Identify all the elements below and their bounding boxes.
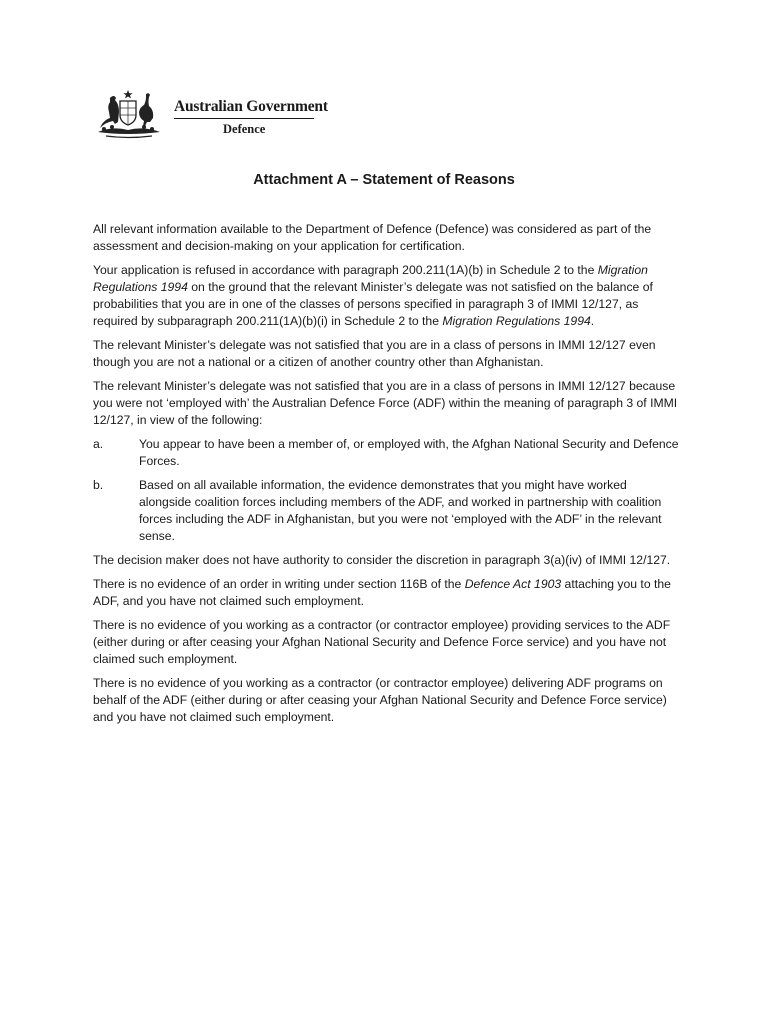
- government-wordmark: [174, 98, 328, 137]
- list-item-text: You appear to have been a member of, or employed with, the Afghan National Security and Defence Forces.: [139, 437, 679, 468]
- paragraph-nationality: The relevant Minister’s delegate was not satisfied that you are in a class of persons in IMMI 12/127 even though you are not a national or a citizen of another country other than Afghanistan.: [93, 338, 656, 369]
- page-title: Attachment A – Statement of Reasons: [253, 172, 515, 188]
- list-marker: b.: [93, 478, 104, 492]
- paragraph-order: [93, 576, 679, 610]
- letterhead-divider: [174, 118, 314, 119]
- refusal-text-3: .: [590, 314, 595, 328]
- refusal-text-2: on the ground that the relevant Minister’s delegate was not satisfied on the balance of probabilities that you are in one of the classes of persons specified in paragraph 3 of IMMI 12/127, as required by subparagraph 200.211(1A)(b)(i) in Schedule 2 to the: [93, 280, 653, 328]
- list-item: [93, 477, 679, 545]
- government-name: Australian Government: [174, 98, 328, 115]
- paragraph-employment: The relevant Minister’s delegate was not satisfied that you are in a class of persons in IMMI 12/127 because you were not ‘employed with’ the Australian Defence Force (ADF) within the meaning of paragraph 3 of IMMI 12/127, in view of the following:: [93, 379, 678, 427]
- paragraph-contractor-services: There is no evidence of you working as a contractor (or contractor employee) providing services to the ADF (either during or after ceasing your Afghan National Security and Defence Force service) and you have not claimed such employment.: [93, 618, 671, 666]
- letterhead: [92, 88, 332, 144]
- refusal-text-1: Your application is refused in accordance with paragraph 200.211(1A)(b) in Schedule 2 to the: [93, 263, 598, 277]
- defence-act-citation: Defence Act 1903: [464, 577, 562, 591]
- paragraph-information: All relevant information available to the Department of Defence (Defence) was considered as part of the assessment and decision-making on your application for certification.: [93, 222, 652, 253]
- department-name: Defence: [223, 122, 266, 136]
- list-marker: a.: [93, 437, 104, 451]
- order-text-1: There is no evidence of an order in writing under section 116B of the: [93, 577, 465, 591]
- document-body: [93, 221, 679, 733]
- list-item-text: Based on all available information, the evidence demonstrates that you might have worked alongside coalition forces including members of the ADF, and worked in partnership with coalition forces including the ADF in Afghanistan, but you were not ‘employed with the ADF’ in the relevant sense.: [139, 478, 662, 543]
- regulations-citation: Migration Regulations 1994: [442, 314, 591, 328]
- paragraph-refusal: [93, 262, 679, 330]
- regulations-citation: Migration Regulations 1994: [93, 263, 648, 294]
- coat-of-arms-icon: [92, 88, 166, 140]
- paragraph-contractor-programs: There is no evidence of you working as a contractor (or contractor employee) delivering ADF programs on behalf of the ADF (either during or after ceasing your Afghan National Security and Defence Force service) and you have not claimed such employment.: [93, 676, 667, 724]
- paragraph-discretion: The decision maker does not have authority to consider the discretion in paragraph 3(a)(iv) of IMMI 12/127.: [93, 553, 671, 567]
- list-item: [93, 436, 679, 470]
- order-text-2: attaching you to the ADF, and you have not claimed such employment.: [93, 577, 671, 608]
